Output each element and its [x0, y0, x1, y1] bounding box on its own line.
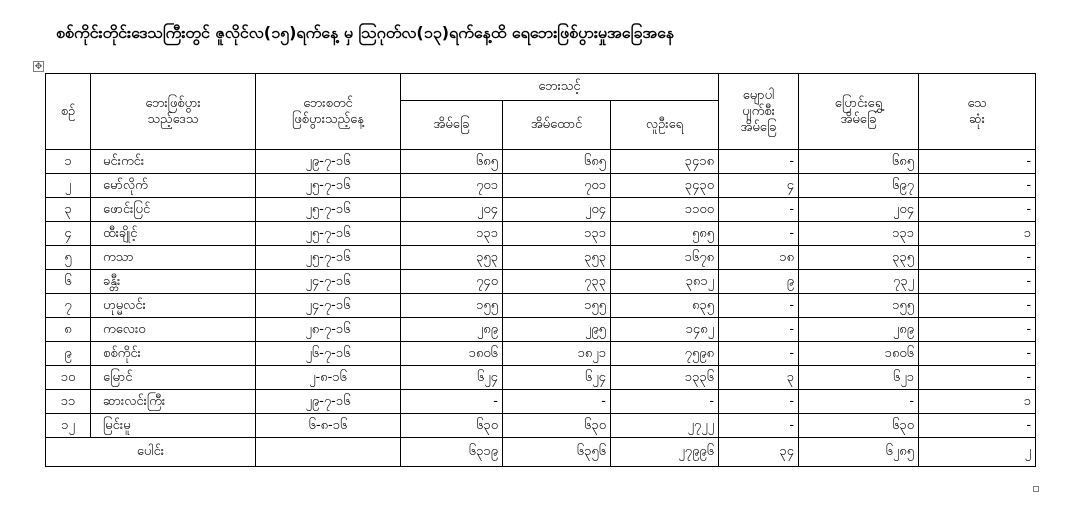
cell-area: ခန္တီး [91, 270, 256, 294]
cell-people: ၃၈၁၂ [611, 270, 719, 294]
cell-destroyed: - [719, 222, 799, 246]
cell-area: စစ်ကိုင်း [91, 342, 256, 366]
cell-deaths: - [919, 366, 1036, 390]
table-row [46, 342, 1036, 366]
header-no: စဥ် [46, 74, 91, 150]
cell-relocated: - [799, 390, 919, 414]
cell-households: ၁၅၅ [401, 294, 503, 318]
cell-date: ၂၅-၇-၁၆ [256, 174, 401, 198]
cell-no: ၁၀ [46, 366, 91, 390]
header-area [91, 74, 256, 150]
cell-relocated: ၆၂၁ [799, 366, 919, 390]
cell-no: ၉ [46, 342, 91, 366]
cell-no: ၃ [46, 198, 91, 222]
table-row [46, 294, 1036, 318]
cell-no: ၈ [46, 318, 91, 342]
cell-area: ဆားလင်းကြီး [91, 390, 256, 414]
header-deaths [919, 74, 1036, 150]
cell-households: ၂၀၄ [401, 198, 503, 222]
cell-deaths: - [919, 318, 1036, 342]
cell-relocated: ၃၃၅ [799, 246, 919, 270]
cell-no: ၁ [46, 150, 91, 174]
total-label: ပေါင်း [46, 438, 256, 467]
cell-relocated: ၂၀၄ [799, 198, 919, 222]
cell-date: ၂၅-၇-၁၆ [256, 222, 401, 246]
cell-households: ၆၈၅ [401, 150, 503, 174]
total-people: ၂၇၉၉၆ [611, 438, 719, 467]
cell-people: ၁၁၀၀ [611, 198, 719, 222]
cell-deaths: - [919, 150, 1036, 174]
cell-area: မော်လိုက် [91, 174, 256, 198]
cell-people: ၃၄၃၀ [611, 174, 719, 198]
cell-families: ၂၉၅ [503, 318, 611, 342]
cell-no: ၄ [46, 222, 91, 246]
cell-households: ၆၃၀ [401, 414, 503, 438]
table-row [46, 270, 1036, 294]
cell-families: ၁၈၂၁ [503, 342, 611, 366]
table-row [46, 366, 1036, 390]
total-row [46, 438, 1036, 467]
header-deaths-text: သေ ဆုံး [967, 95, 987, 127]
header-people: လူဦးရေ [611, 101, 719, 150]
cell-people: ၃၄၁၈ [611, 150, 719, 174]
cell-people: ၁၃၃၆ [611, 366, 719, 390]
cell-destroyed: ၃ [719, 366, 799, 390]
header-area-text: ဘေးဖြစ်ပွား သည့်ဒေသ [145, 95, 201, 127]
cell-households: ၃၅၃ [401, 246, 503, 270]
table-row [46, 222, 1036, 246]
cell-destroyed: - [719, 414, 799, 438]
header-households: အိမ်ခြေ [401, 101, 503, 150]
cell-deaths: - [919, 342, 1036, 366]
header-destroyed-text: မျောပါ ပျက်စီး အိမ်ခြေ [740, 87, 777, 135]
cell-area: ကသာ [91, 246, 256, 270]
cell-date: ၂၅-၇-၁၆ [256, 198, 401, 222]
cell-households: - [401, 390, 503, 414]
cell-people: ၅၈၅ [611, 222, 719, 246]
cell-households: ၁၃၁ [401, 222, 503, 246]
cell-deaths: - [919, 198, 1036, 222]
cell-families: ၂၀၄ [503, 198, 611, 222]
total-destroyed: ၃၄ [719, 438, 799, 467]
cell-deaths: - [919, 246, 1036, 270]
cell-date: ၂၄-၇-၁၆ [256, 270, 401, 294]
total-families: ၆၃၅၆ [503, 438, 611, 467]
total-date [256, 438, 401, 467]
cell-destroyed: ၄ [719, 174, 799, 198]
cell-deaths: ၁ [919, 390, 1036, 414]
cell-date: ၂၉-၇-၁၆ [256, 150, 401, 174]
cell-relocated: ၆၉၇ [799, 174, 919, 198]
table-row [46, 150, 1036, 174]
cell-families: ၆၂၄ [503, 366, 611, 390]
cell-relocated: ၁၅၅ [799, 294, 919, 318]
total-households: ၆၃၁၉ [401, 438, 503, 467]
cell-deaths: - [919, 270, 1036, 294]
cell-families: ၆၃၀ [503, 414, 611, 438]
cell-households: ၇၀၁ [401, 174, 503, 198]
cell-deaths: - [919, 414, 1036, 438]
table-body [46, 150, 1036, 438]
total-relocated: ၆၂၈၅ [799, 438, 919, 467]
total-deaths: ၂ [919, 438, 1036, 467]
cell-relocated: ၇၃၂ [799, 270, 919, 294]
cell-families: ၁၅၅ [503, 294, 611, 318]
cell-area: မြောင် [91, 366, 256, 390]
cell-destroyed: ၁၈ [719, 246, 799, 270]
cell-families: ၃၅၃ [503, 246, 611, 270]
table-row [46, 318, 1036, 342]
cell-households: ၂၈၉ [401, 318, 503, 342]
cell-destroyed: - [719, 198, 799, 222]
header-date [256, 74, 401, 150]
header-date-text: ဘေးစတင် ဖြစ်ပွားသည့်နေ့ [292, 95, 364, 127]
cell-area: ဖောင်းပြင် [91, 198, 256, 222]
cell-date: ၂၄-၇-၁၆ [256, 294, 401, 318]
cell-date: ၂-၈-၁၆ [256, 366, 401, 390]
cell-destroyed: - [719, 294, 799, 318]
cell-people: ၈၃၅ [611, 294, 719, 318]
table-row [46, 198, 1036, 222]
cell-date: ၂၅-၇-၁၆ [256, 246, 401, 270]
document-title: စစ်ကိုင်းတိုင်းဒေသကြီးတွင် ဇူလိုင်လ(၁၅)ရက်နေ့ မှ ဩဂုတ်လ(၁၃)ရက်နေ့ထိ ရေဘေးဖြစ်ပွားမှုအခြေအနေ [56, 23, 675, 42]
cell-area: ကလေးဝ [91, 318, 256, 342]
cell-relocated: ၂၈၉ [799, 318, 919, 342]
cell-people: ၇၅၉၈ [611, 342, 719, 366]
table-row [46, 174, 1036, 198]
cell-destroyed: - [719, 150, 799, 174]
table-row [46, 414, 1036, 438]
header-relocated [799, 74, 919, 150]
cell-relocated: ၆၃၀ [799, 414, 919, 438]
cell-destroyed: - [719, 342, 799, 366]
cell-relocated: ၁၈၀၆ [799, 342, 919, 366]
cell-destroyed: - [719, 318, 799, 342]
cell-relocated: ၁၃၁ [799, 222, 919, 246]
cell-area: မြင်းမူ [91, 414, 256, 438]
cell-no: ၇ [46, 294, 91, 318]
cell-deaths: ၁ [919, 222, 1036, 246]
cell-people: ၁၆၇၈ [611, 246, 719, 270]
cell-no: ၅ [46, 246, 91, 270]
flood-report-table [45, 73, 1036, 467]
cell-people: ၂၇၂၂ [611, 414, 719, 438]
cell-households: ၁၈၀၆ [401, 342, 503, 366]
cell-no: ၁၁ [46, 390, 91, 414]
cell-no: ၁၂ [46, 414, 91, 438]
cell-families: ၁၃၁ [503, 222, 611, 246]
table-row [46, 390, 1036, 414]
table-row [46, 246, 1036, 270]
cell-deaths: - [919, 174, 1036, 198]
cell-families: ၇၃၃ [503, 270, 611, 294]
cell-no: ၆ [46, 270, 91, 294]
cell-area: ဟုမ္မလင်း [91, 294, 256, 318]
cell-relocated: ၆၈၅ [799, 150, 919, 174]
cell-date: ၂၉-၇-၁၆ [256, 390, 401, 414]
table-resize-icon[interactable] [1033, 486, 1039, 492]
cell-date: ၂၈-၇-၁၆ [256, 318, 401, 342]
cell-no: ၂ [46, 174, 91, 198]
header-affected: ဘေးသင့် [401, 74, 719, 101]
header-families: အိမ်ထောင် [503, 101, 611, 150]
header-destroyed [719, 74, 799, 150]
cell-date: ၆-၈-၁၆ [256, 414, 401, 438]
cell-destroyed: ၉ [719, 270, 799, 294]
cell-families: ၆၈၅ [503, 150, 611, 174]
cell-area: ထီးချိုင့် [91, 222, 256, 246]
cell-families: ၇၀၁ [503, 174, 611, 198]
header-relocated-text: ပြောင်းရွှေ့ အိမ်ခြေ [834, 95, 883, 127]
table-move-icon[interactable]: ✥ [34, 62, 43, 72]
cell-destroyed: - [719, 390, 799, 414]
cell-deaths: - [919, 294, 1036, 318]
cell-households: ၆၂၄ [401, 366, 503, 390]
cell-area: မင်းကင်း [91, 150, 256, 174]
cell-people: ၁၄၈၂ [611, 318, 719, 342]
cell-families: - [503, 390, 611, 414]
cell-date: ၂၆-၇-၁၆ [256, 342, 401, 366]
cell-households: ၇၄၀ [401, 270, 503, 294]
cell-people: - [611, 390, 719, 414]
